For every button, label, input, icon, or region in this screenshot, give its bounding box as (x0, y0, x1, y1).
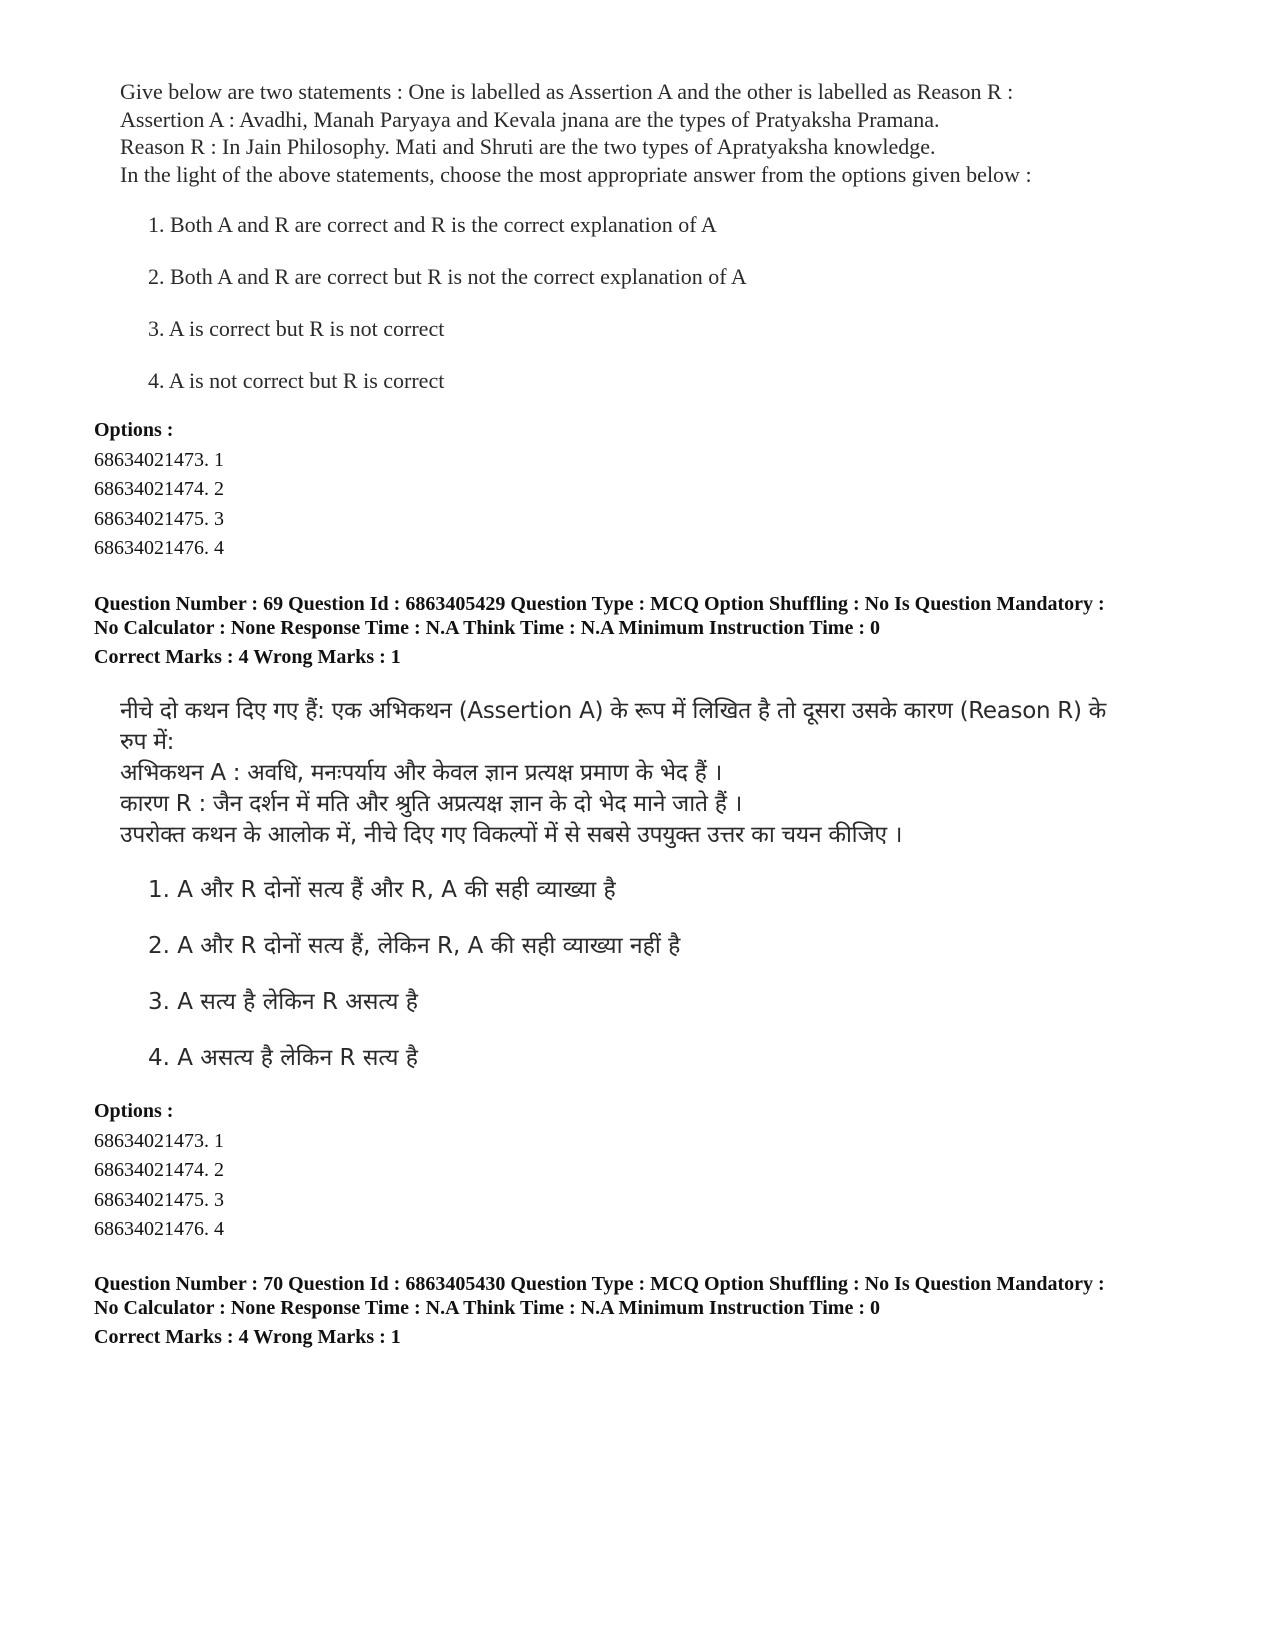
question-68-body (120, 78, 1180, 398)
q70-meta (94, 1272, 1214, 1349)
q69-marks: Correct Marks : 4 Wrong Marks : 1 (94, 646, 401, 668)
q70-meta-line-1: Question Number : 70 Question Id : 6863405430 Question Type : MCQ Option Shuffling : No Is Question Mandatory : (94, 1273, 1105, 1295)
q70-marks: Correct Marks : 4 Wrong Marks : 1 (94, 1326, 401, 1348)
q68-assertion: Assertion A : Avadhi, Manah Paryaya and Kevala jnana are the types of Pratyaksha Pramana. (120, 106, 940, 132)
q69-assertion: अभिकथन A : अवधि, मनःपर्याय और केवल ज्ञान प्रत्यक्ष प्रमाण के भेद हैं । (120, 760, 723, 786)
q68-choice-4: 4. A is not correct but R is correct (148, 368, 445, 393)
q69-reason: कारण R : जैन दर्शन में मति और श्रुति अप्रत्यक्ष ज्ञान के दो भेद माने जाते हैं । (120, 791, 743, 817)
q69-option-2: 68634021474. 2 (94, 1159, 224, 1181)
q69-choice-2: 2. A और R दोनों सत्य हैं, लेकिन R, A की सही व्याख्या नहीं है (148, 933, 681, 959)
q68-statement-intro: Give below are two statements : One is labelled as Assertion A and the other is labelled as Reason R : (120, 79, 1014, 104)
q68-option-2: 68634021474. 2 (94, 478, 224, 500)
q68-option-3: 68634021475. 3 (94, 507, 224, 530)
q69-meta-line-2: No Calculator : None Response Time : N.A Think Time : N.A Minimum Instruction Time : 0 (94, 617, 880, 639)
q69-choice-4: 4. A असत्य है लेकिन R सत्य है (148, 1045, 418, 1071)
q68-instruction: In the light of the above statements, choose the most appropriate answer from the options given below : (120, 161, 1032, 187)
q68-option-4: 68634021476. 4 (94, 537, 224, 559)
q69-statement-intro: नीचे दो कथन दिए गए हैं: एक अभिकथन (Assertion A) के रूप में लिखित है तो दूसरा उसके कारण (Reason R) के (120, 698, 1107, 724)
q69-option-1: 68634021473. 1 (94, 1129, 224, 1152)
question-69-body (120, 696, 1180, 1076)
q69-option-4: 68634021476. 4 (94, 1218, 224, 1240)
q69-instruction: उपरोक्त कथन के आलोक में, नीचे दिए गए विकल्पों में से सबसे उपयुक्त उत्तर का चयन कीजिए । (120, 822, 903, 848)
q68-option-1: 68634021473. 1 (94, 448, 224, 471)
q69-statement-intro-cont: रुप में: (120, 729, 175, 755)
q68-choice-3: 3. A is correct but R is not correct (148, 316, 445, 341)
q68-reason: Reason R : In Jain Philosophy. Mati and Shruti are the two types of Apratyaksha knowledge. (120, 134, 936, 159)
q69-options-list (94, 1097, 224, 1245)
q70-meta-line-2: No Calculator : None Response Time : N.A Think Time : N.A Minimum Instruction Time : 0 (94, 1297, 880, 1319)
q69-meta (94, 592, 1214, 669)
q68-choice-1: 1. Both A and R are correct and R is the correct explanation of A (148, 212, 717, 237)
q69-meta-line-1: Question Number : 69 Question Id : 6863405429 Question Type : MCQ Option Shuffling : No Is Question Mandatory : (94, 593, 1105, 615)
q69-choice-1: 1. A और R दोनों सत्य हैं और R, A की सही व्याख्या है (148, 877, 616, 903)
q68-choice-2: 2. Both A and R are correct but R is not the correct explanation of A (148, 264, 747, 289)
q68-options-label: Options : (94, 419, 174, 441)
q69-choice-3: 3. A सत्य है लेकिन R असत्य है (148, 989, 418, 1015)
q69-option-3: 68634021475. 3 (94, 1188, 224, 1211)
q69-options-label: Options : (94, 1100, 174, 1122)
q68-options-list (94, 416, 224, 564)
